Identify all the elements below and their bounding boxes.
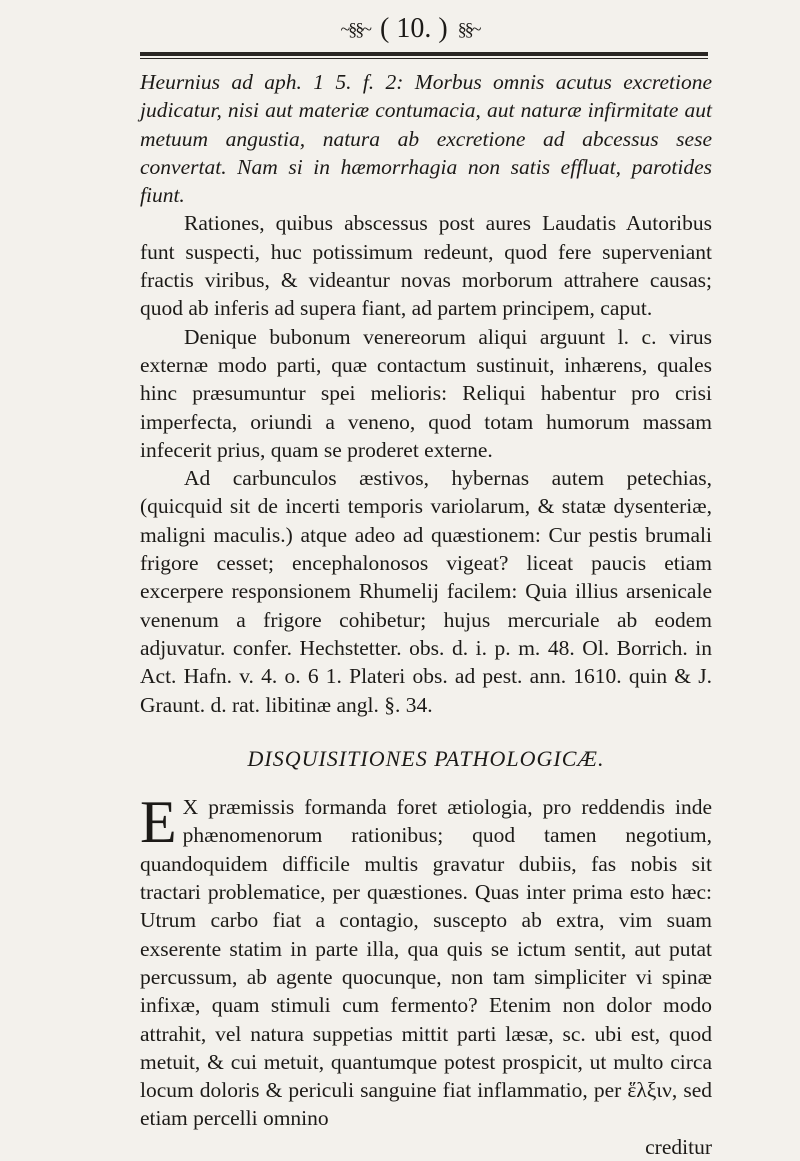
paragraph-denique: Denique bubonum venereorum aliqui arguunt l. c. virus externæ modo parti, quæ contactum sustinuit, inhærens, quales hinc præsumuntur spei melioris: Reliqui habentur pro crisi imperfecta, oriundi a veneno, quod totam humorum massam infecerit prius, quam se proderet externe. bbox=[140, 324, 712, 462]
ornament-left: ~§§~ bbox=[340, 18, 371, 39]
page-header bbox=[300, 8, 520, 50]
page-body bbox=[140, 68, 712, 1161]
paragraph-rationes: Rationes, quibus abscessus post aures Laudatis Autoribus funt suspecti, huc potissimum redeunt, quod fere superveniant fractis viribus, & videantur novas morborum attrahere causas; quod ab inferis ad supera fiant, ad partem principem, caput. bbox=[140, 211, 712, 321]
paragraph-heurnius: Heurnius ad aph. 1 5. f. 2: Morbus omnis acutus excretione judicatur, nisi aut materiæ contumacia, aut naturæ infirmitate aut metuum angustia, natura ab excretione ad abcessus sese convertat. Nam si in hæmorrhagia non satis effluat, parotides fiunt. bbox=[140, 70, 712, 208]
drop-cap: E bbox=[140, 789, 177, 856]
catchword: creditur bbox=[645, 1134, 712, 1159]
paragraph-ex-praemissis bbox=[140, 789, 712, 1133]
header-rule-thin bbox=[140, 58, 708, 59]
page-number: ( 10. ) bbox=[380, 13, 448, 44]
paragraph-carbunculos: Ad carbunculos æstivos, hybernas autem petechias, (quicquid sit de incerti temporis variolarum, & statæ dysenteriæ, maligni maculis.) atque adeo ad quæstionem: Cur pestis brumali frigore cesset; encephalonosos vigeat? liceat paucis etiam excerpere responsionem Rhumelij facilem: Quia illius arsenicale venenum a frigore cohibetur; hujus mercuriale ab eodem adjuvatur. confer. Hechstetter. obs. d. i. p. m. 48. Ol. Borrich. in Act. Hafn. v. 4. o. 6 1. Plateri obs. ad pest. ann. 1610. quin & J. Graunt. d. rat. libitinæ angl. §. 34. bbox=[140, 466, 712, 717]
paragraph-ex-praemissis-text: X præmissis formanda foret ætiologia, pro reddendis inde phænomenorum rationibus; quod tamen negotium, quandoquidem difficile multis gravatur dubiis, fas nobis sit tractari problematice, per quæstiones. Quas inter prima esto hæc: Utrum carbo fiat a contagio, suscepto ab extra, vim suam exserente statim in parte illa, qua quis se ictum sentit, aut putat percussum, ab agente quocunque, non tam simpliciter vi spinæ infixæ, quam stimuli cum fermento? Etenim non dolor modo attrahit, vel natura suppetias mittit parti læsæ, sc. ubi est, quod metuit, & cui metuit, quantumque potest prospicit, ut multo circa locum doloris & periculi sanguine fiat inflammatio, per ἕλξιν, sed etiam percelli omnino bbox=[140, 795, 712, 1131]
section-heading: DISQUISITIONES PATHOLOGICÆ. bbox=[247, 745, 605, 771]
ornament-right: §§~ bbox=[457, 18, 480, 39]
header-rule bbox=[140, 52, 708, 56]
